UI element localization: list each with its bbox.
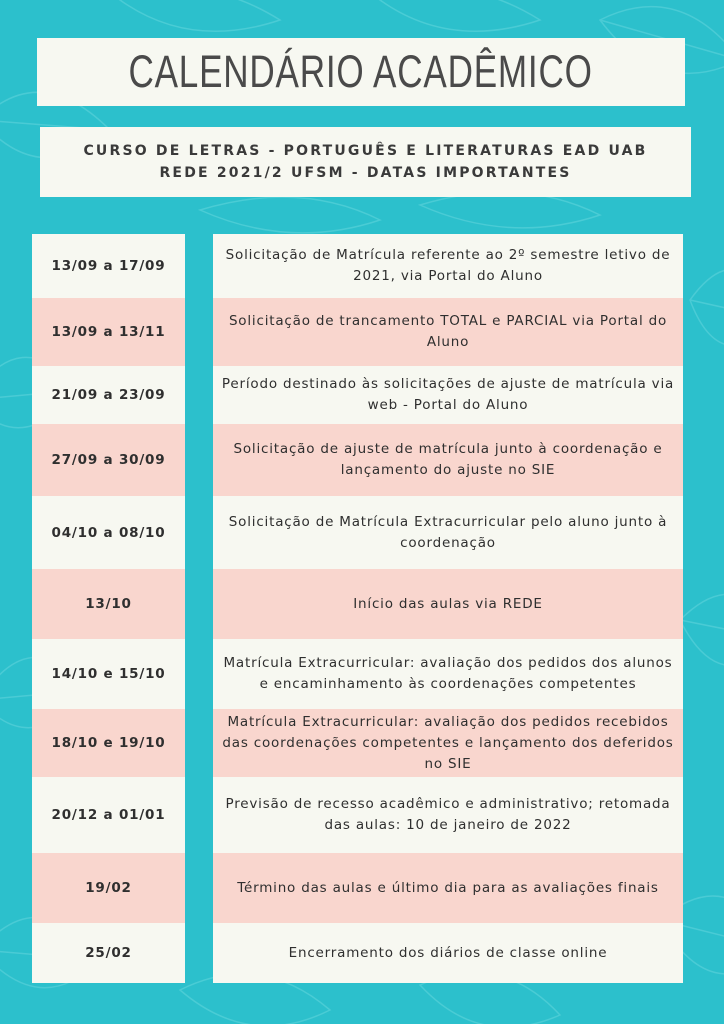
descriptions-column [213,234,683,983]
event-date: 13/10 [32,569,185,639]
subtitle-line-2: REDE 2021/2 UFSM - DATAS IMPORTANTES [159,165,572,181]
page-title: CALENDÁRIO ACADÊMICO [128,46,594,97]
event-date: 19/02 [32,853,185,923]
dates-column [32,234,185,983]
title-banner [37,38,685,106]
event-date: 13/09 a 13/11 [32,298,185,366]
event-date: 13/09 a 17/09 [32,234,185,298]
event-description: Matrícula Extracurricular: avaliação dos pedidos recebidos das coordenações competentes e lançamento dos deferidos no SIE [213,709,683,777]
subtitle-banner [40,127,691,197]
event-date: 25/02 [32,923,185,983]
event-description: Solicitação de Matrícula referente ao 2º semestre letivo de 2021, via Portal do Aluno [213,234,683,298]
event-description: Solicitação de Matrícula Extracurricular pelo aluno junto à coordenação [213,496,683,569]
event-description: Previsão de recesso acadêmico e administrativo; retomada das aulas: 10 de janeiro de 2022 [213,777,683,853]
event-date: 04/10 a 08/10 [32,496,185,569]
event-description: Período destinado às solicitações de ajuste de matrícula via web - Portal do Aluno [213,366,683,424]
event-description: Solicitação de ajuste de matrícula junto à coordenação e lançamento do ajuste no SIE [213,424,683,496]
event-description: Matrícula Extracurricular: avaliação dos pedidos dos alunos e encaminhamento às coordenações competentes [213,639,683,709]
event-description: Término das aulas e último dia para as avaliações finais [213,853,683,923]
event-description: Início das aulas via REDE [213,569,683,639]
event-date: 21/09 a 23/09 [32,366,185,424]
event-description: Encerramento dos diários de classe online [213,923,683,983]
event-date: 27/09 a 30/09 [32,424,185,496]
event-date: 20/12 a 01/01 [32,777,185,853]
event-date: 18/10 e 19/10 [32,709,185,777]
subtitle-line-1: CURSO DE LETRAS - PORTUGUÊS E LITERATURAS EAD UAB [83,143,648,159]
event-description: Solicitação de trancamento TOTAL e PARCIAL via Portal do Aluno [213,298,683,366]
event-date: 14/10 e 15/10 [32,639,185,709]
